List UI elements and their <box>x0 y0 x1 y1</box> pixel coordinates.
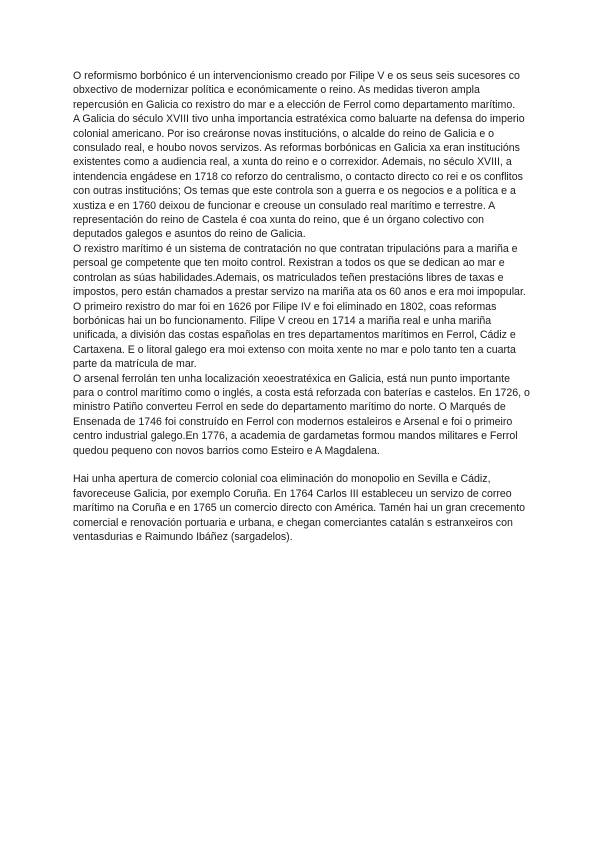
paragraph-comercio-colonial: Hai unha apertura de comercio colonial coa eliminación do monopolio en Sevilla e Cádiz, favoreceuse Galicia, por exemplo Coruña. En 1764 Carlos III estableceu un servizo de correo marítimo na Coruña e en 1765 un comercio directo con América. Tamén hai un gran crecemento comercial e renovación portuaria e urbana, e chegan comerciantes catalán s estranxeiros con ventasdurias e Raimundo Ibáñez (sargadelos). <box>73 473 526 543</box>
paragraph-primeiro-rexistro: O primeiro rexistro do mar foi en 1626 por Filipe IV e foi eliminado en 1802, coas reformas borbónicas hai un bo funcionamento. Filipe V creou en 1714 a mariña real e unha mariña unificada, a división das costas españolas en tres departamentos marítimos en Ferrol, Cádiz e Cartaxena. E o litoral galego era moi extenso con moita xente no mar e polo tanto ten a cuarta parte da matrícula de mar. <box>73 300 516 371</box>
paragraph-arsenal-ferrolan: O arsenal ferrolán ten unha localización xeoestratéxica en Galicia, está nun punto importante para o control marítimo como o inglés, a costa está reforzada con baterías e castelos. En 1726, o ministro Patiño converteu Ferrol en sede do departamento marítimo do norte. O Marqués de Ensenada de 1746 foi construído en Ferrol con modernos estaleiros e Arsenal e foi o primeiro centro industrial galego.En 1776, a academia de gardametas formou mandos militares e Ferrol quedou pequeno con novos barrios como Esteiro e A Magdalena. <box>73 372 530 457</box>
paragraph-rexistro-maritimo: O rexistro marítimo é un sistema de contratación no que contratan tripulacións para a mariña e persoal ge competente que ten moito control. Rexistran a todos os que se dedican ao mar e controlan as súas habilidades.Ademais, os matriculados teñen prestacións libres de taxas e impostos, pero están chamados a prestar servizo na mariña ata os 60 anos e era moi impopular. <box>73 242 526 299</box>
paragraph-reformismo: O reformismo borbónico é un intervencionismo creado por Filipe V e os seus seis sucesores co obxectivo de modernizar política e económicamente o reino. As medidas tiveron ampla repercusión en Galicia co rexistro do mar e a elección de Ferrol como departamento marítimo. <box>73 70 520 111</box>
paragraph-galicia-seculo-xviii: A Galicia do século XVIII tivo unha importancia estratéxica como baluarte na defensa do imperio colonial americano. Por iso creáronse novas institucións, o alcalde do reino de Galicia e o consulado real, e houbo novos servizos. As reformas borbónicas en Galicia xa eran institucións existentes como a audiencia real, a xunta do reino e o correxidor. Ademais, no século XVIII, a intendencia engádese en 1718 co reforzo do centralismo, o contacto directo co rei e os conflitos con outras institucións; Os temas que este controla son a guerra e os negocios e a política e a xustiza e en 1760 deixou de funcionar e creouse un consulado real marítimo e terrestre. A representación do reino de Castela é coa xunta do reino, que é un órgano colectivo con deputados galegos e asuntos do reino de Galicia. <box>73 113 525 241</box>
document-body <box>73 69 533 544</box>
